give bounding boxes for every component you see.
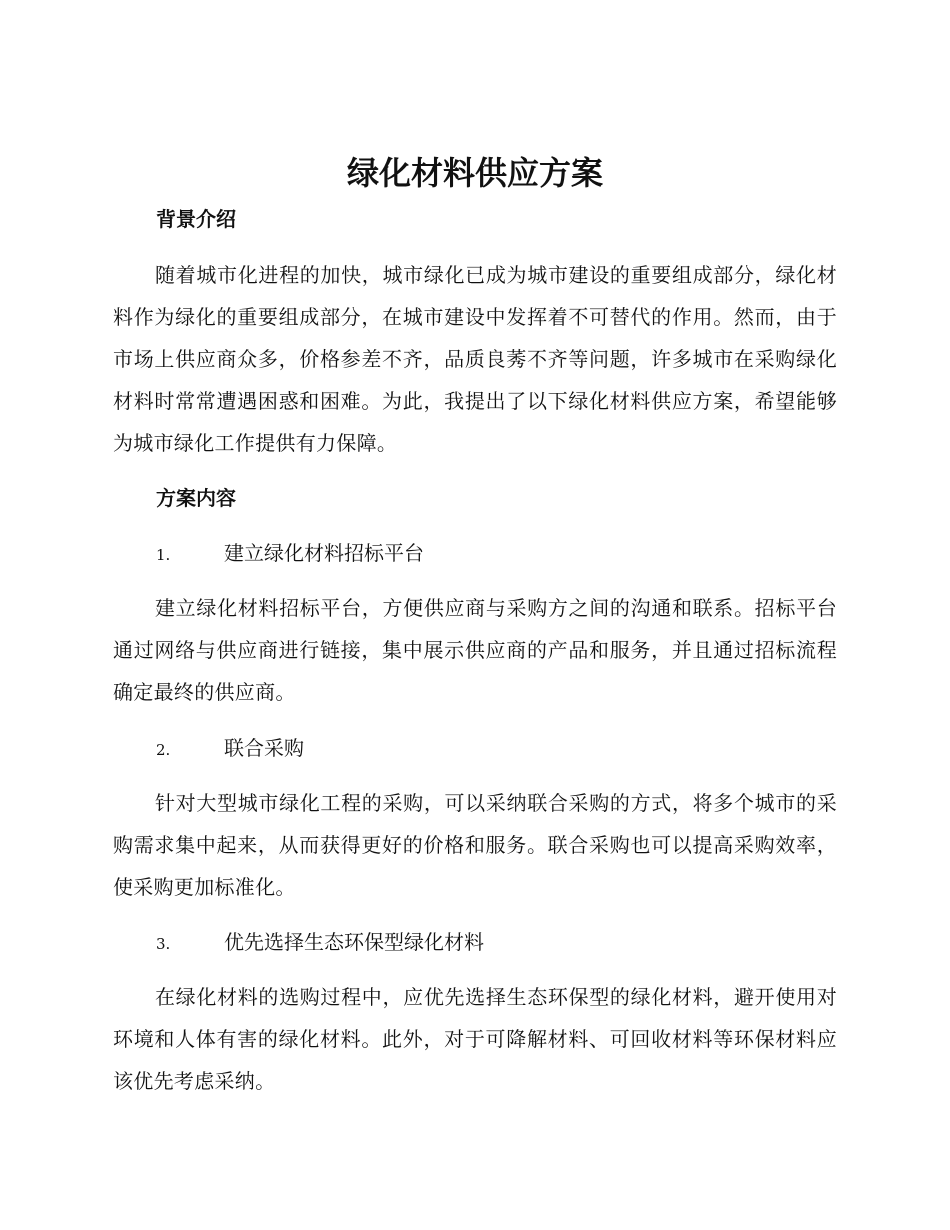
list-item-3 — [156, 927, 484, 959]
list-item-number: 3. — [156, 935, 171, 953]
item-3-paragraph: 在绿化材料的选购过程中，应优先选择生态环保型的绿化材料，避开使用对环境和人体有害的绿化材料。此外，对于可降解材料、可回收材料等环保材料应该优先考虑采纳。 — [113, 985, 837, 1093]
list-item-title: 建立绿化材料招标平台 — [224, 541, 424, 565]
list-item-title: 联合采购 — [224, 736, 304, 760]
document-title: 绿化材料供应方案 — [346, 154, 603, 192]
item-1-paragraph: 建立绿化材料招标平台，方便供应商与采购方之间的沟通和联系。招标平台通过网络与供应商进行链接，集中展示供应商的产品和服务，并且通过招标流程确定最终的供应商。 — [113, 596, 837, 704]
list-item-number: 1. — [156, 546, 171, 564]
section-heading-background: 背景介绍 — [156, 207, 236, 231]
background-paragraph: 随着城市化进程的加快，城市绿化已成为城市建设的重要组成部分，绿化材料作为绿化的重要组成部分，在城市建设中发挥着不可替代的作用。然而，由于市场上供应商众多，价格参差不齐，品质良莠不齐等问题，许多城市在采购绿化材料时常常遭遇困惑和困难。为此，我提出了以下绿化材料供应方案，希望能够为城市绿化工作提供有力保障。 — [113, 263, 837, 455]
list-item-title: 优先选择生态环保型绿化材料 — [224, 930, 484, 954]
list-item-1 — [156, 538, 424, 570]
item-2-paragraph: 针对大型城市绿化工程的采购，可以采纳联合采购的方式，将多个城市的采购需求集中起来，从而获得更好的价格和服务。联合采购也可以提高采购效率，使采购更加标准化。 — [113, 791, 837, 899]
list-item-2 — [156, 733, 304, 765]
section-heading-plan: 方案内容 — [156, 486, 236, 510]
list-item-number: 2. — [156, 741, 171, 759]
